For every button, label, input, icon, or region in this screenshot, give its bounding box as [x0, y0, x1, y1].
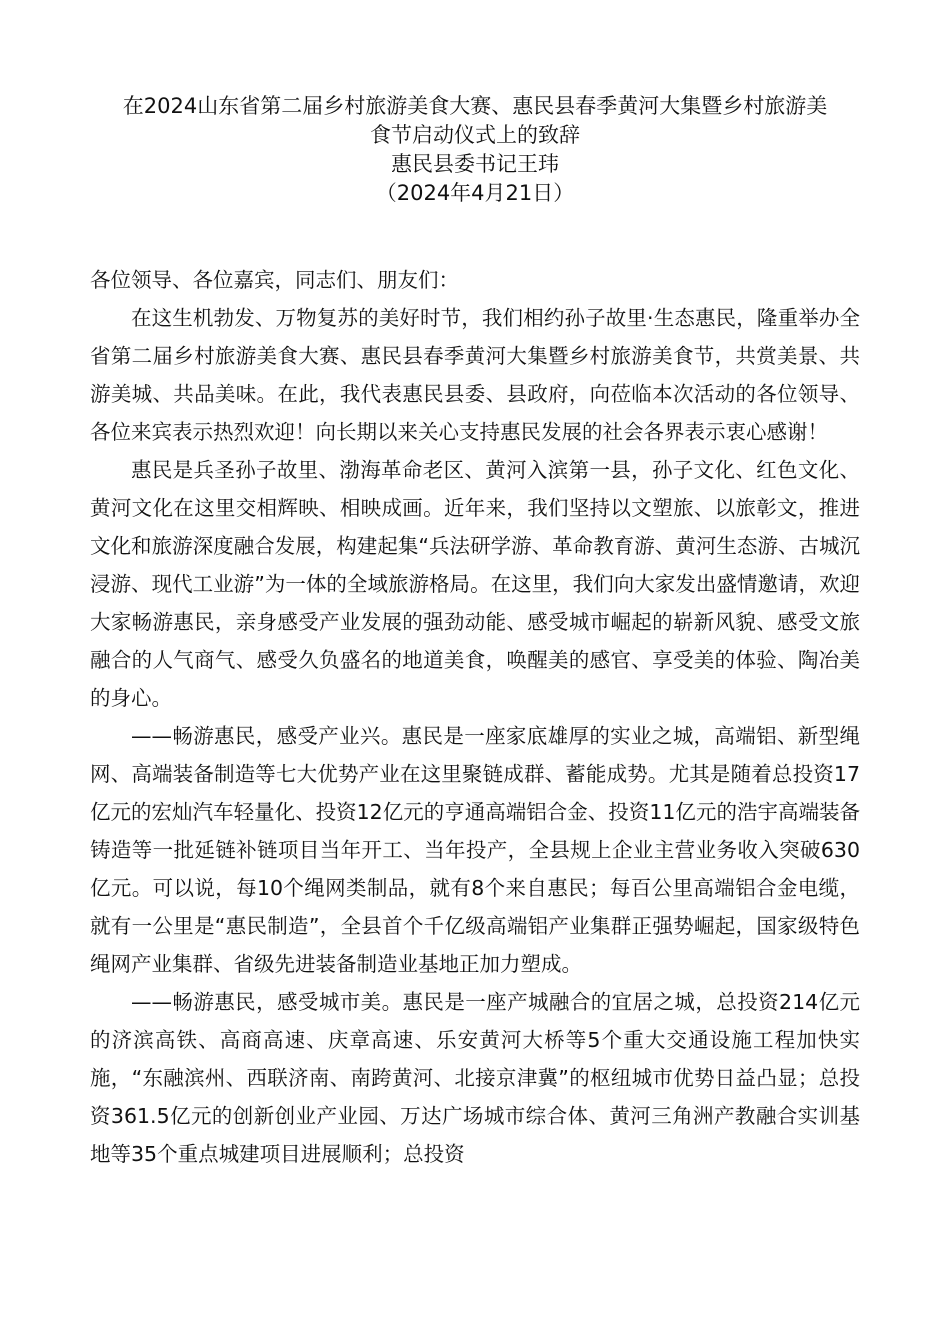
salutation: 各位领导、各位嘉宾，同志们、朋友们：: [90, 268, 459, 292]
document-title-line-2: 食节启动仪式上的致辞: [370, 123, 580, 147]
date-line: （2024年4月21日）: [375, 181, 575, 205]
document-page: [90, 92, 860, 1173]
paragraph-city: ——畅游惠民，感受城市美。惠民是一座产城融合的宜居之城，总投资214亿元的济滨高铁、高商高速、庆章高速、乐安黄河大桥等5个重大交通设施工程加快实施，“东融滨州、西联济南、南跨黄河、北接京津冀”的枢纽城市优势日益凸显；总投资361.5亿元的创新创业产业园、万达广场城市综合体、黄河三角洲产教融合实训基地等35个重点城建项目进展顺利；总投资: [90, 990, 860, 1166]
paragraph-welcome: 在这生机勃发、万物复苏的美好时节，我们相约孙子故里·生态惠民，隆重举办全省第二届乡村旅游美食大赛、惠民县春季黄河大集暨乡村旅游美食节，共赏美景、共游美城、共品美味。在此，我代表惠民县委、县政府，向莅临本次活动的各位领导、各位来宾表示热烈欢迎！向长期以来关心支持惠民发展的社会各界表示衷心感谢！: [90, 306, 860, 444]
document-title-line-1: 在2024山东省第二届乡村旅游美食大赛、惠民县春季黄河大集暨乡村旅游美: [122, 94, 828, 118]
paragraph-introduction: 惠民是兵圣孙子故里、渤海革命老区、黄河入滨第一县，孙子文化、红色文化、黄河文化在这里交相辉映、相映成画。近年来，我们坚持以文塑旅、以旅彰文，推进文化和旅游深度融合发展，构建起集“兵法研学游、革命教育游、黄河生态游、古城沉浸游、现代工业游”为一体的全域旅游格局。在这里，我们向大家发出盛情邀请，欢迎大家畅游惠民，亲身感受产业发展的强劲动能、感受城市崛起的崭新风貌、感受文旅融合的人气商气、感受久负盛名的地道美食，唤醒美的感官、享受美的体验、陶冶美的身心。: [90, 458, 860, 710]
speaker-line: 惠民县委书记王玮: [391, 152, 559, 176]
paragraph-industry: ——畅游惠民，感受产业兴。惠民是一座家底雄厚的实业之城，高端铝、新型绳网、高端装备制造等七大优势产业在这里聚链成群、蓄能成势。尤其是随着总投资17亿元的宏灿汽车轻量化、投资12亿元的亨通高端铝合金、投资11亿元的浩宇高端装备铸造等一批延链补链项目当年开工、当年投产，全县规上企业主营业务收入突破630亿元。可以说，每10个绳网类制品，就有8个来自惠民；每百公里高端铝合金电缆，就有一公里是“惠民制造”，全县首个千亿级高端铝产业集群正强势崛起，国家级特色绳网产业集群、省级先进装备制造业基地正加力塑成。: [90, 724, 860, 976]
title-block: [90, 92, 860, 208]
